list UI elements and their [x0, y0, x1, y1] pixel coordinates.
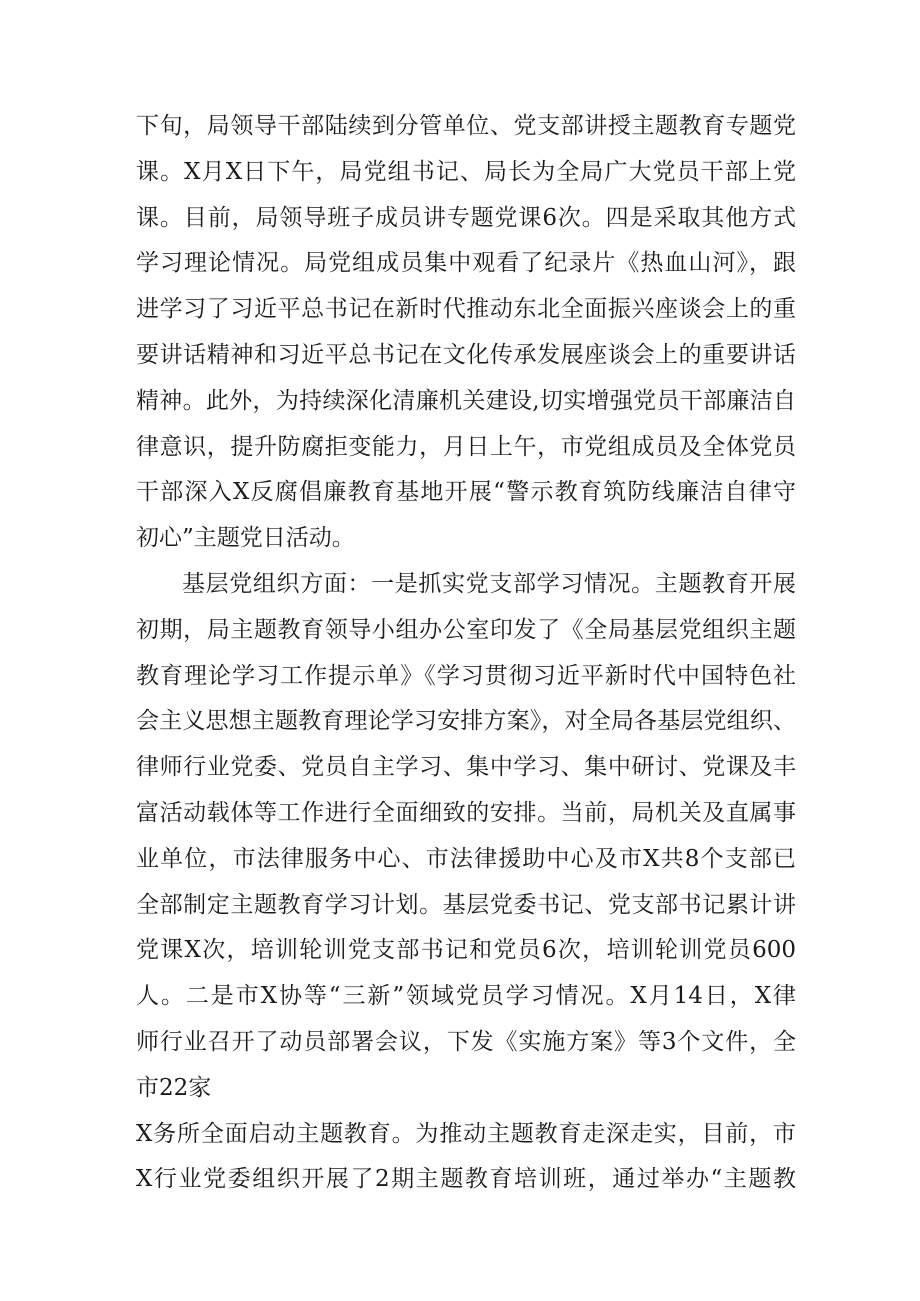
text-line: 要讲话精神和习近平总书记在文化传承发展座谈会上的重要讲话: [136, 341, 796, 368]
text-line: 富活动载体等工作进行全面细致的安排。当前，局机关及直属事: [136, 799, 796, 826]
text-line: 初期，局主题教育领导小组办公室印发了《全局基层党组织主题: [136, 616, 796, 643]
text-line: 下旬，局领导干部陆续到分管单位、党支部讲授主题教育专题党: [136, 113, 796, 139]
paragraph-2: [136, 562, 796, 1112]
text-line: 干部深入X反腐倡廉教育基地开展“警示教育筑防线廉洁自律守: [136, 479, 796, 506]
text-line: 课。X月X日下午，局党组书记、局长为全局广大党员干部上党: [136, 158, 796, 185]
text-line: 全部制定主题教育学习计划。基层党委书记、党支部书记累计讲: [136, 891, 796, 918]
paragraph-1: [136, 104, 796, 562]
text-line: X务所全面启动主题教育。为推动主题教育走深走实，目前，市: [136, 1120, 796, 1147]
text-line: 市22家: [136, 1074, 212, 1101]
text-line: X行业党委组织开展了2期主题教育培训班，通过举办“主题教: [136, 1166, 796, 1193]
text-line: 会主义思想主题教育理论学习安排方案》，对全局各基层党组织、: [136, 708, 796, 735]
text-line: 律意识，提升防腐拒变能力，月日上午，市党组成员及全体党员: [136, 433, 796, 460]
document-body: [136, 104, 796, 1203]
text-line: 教育理论学习工作提示单》《学习贯彻习近平新时代中国特色社: [136, 662, 796, 689]
text-line: 业单位，市法律服务中心、市法律援助中心及市X共8个支部已: [136, 845, 796, 872]
text-line: 基层党组织方面：一是抓实党支部学习情况。主题教育开展: [182, 570, 796, 597]
text-line: 精神。此外，为持续深化清廉机关建设,切实增强党员干部廉洁自: [136, 387, 796, 414]
text-line: 师行业召开了动员部署会议，下发《实施方案》等3个文件，全: [136, 1028, 796, 1055]
paragraph-3: [136, 1112, 796, 1204]
text-line: 课。目前，局领导班子成员讲专题党课6次。四是采取其他方式: [136, 204, 796, 231]
text-line: 律师行业党委、党员自主学习、集中学习、集中研讨、党课及丰: [136, 754, 796, 781]
text-line: 党课X次，培训轮训党支部书记和党员6次，培训轮训党员600: [136, 937, 796, 964]
text-line: 学习理论情况。局党组成员集中观看了纪录片《热血山河》，跟: [136, 250, 796, 277]
text-line: 人。二是市X协等“三新”领域党员学习情况。X月14日，X律: [136, 983, 796, 1010]
text-line: 初心”主题党日活动。: [136, 525, 355, 552]
text-line: 进学习了习近平总书记在新时代推动东北全面振兴座谈会上的重: [136, 296, 796, 323]
